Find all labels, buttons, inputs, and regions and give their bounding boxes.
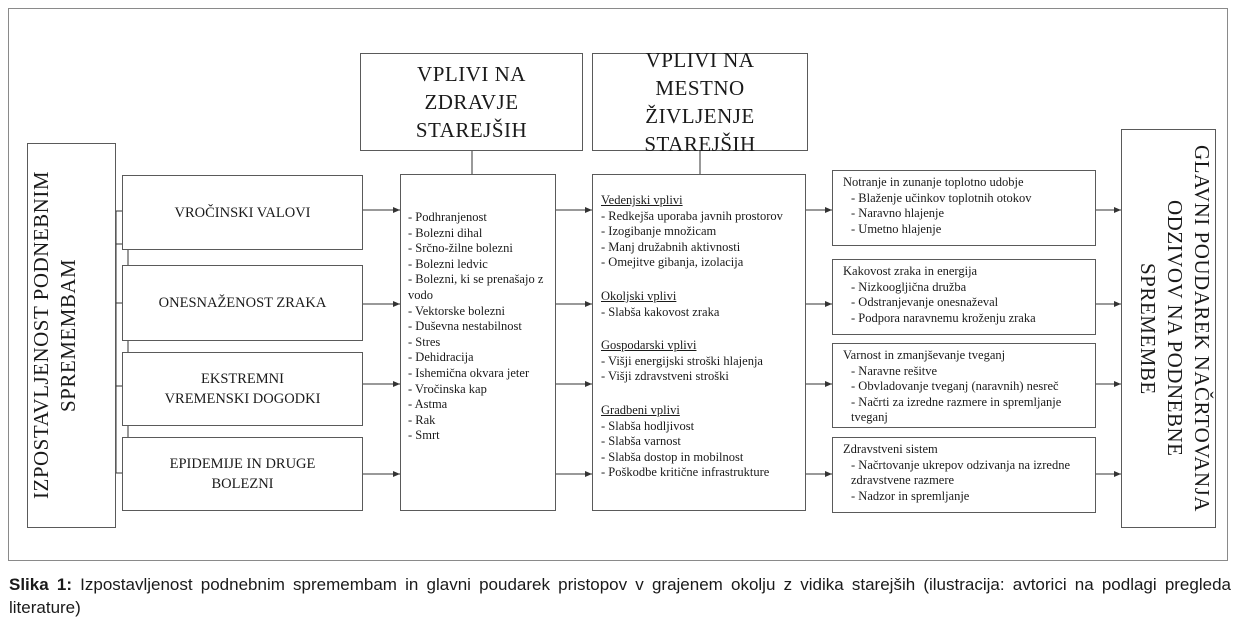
section-item: - Izogibanje množicam <box>601 224 717 239</box>
health-item: - Bolezni dihal <box>408 225 483 240</box>
category-box <box>122 175 363 250</box>
health-item: - Vektorske bolezni <box>408 303 505 318</box>
section-title: Okoljski vplivi <box>601 288 677 303</box>
local-header-box <box>592 48 808 156</box>
section-item: - Poškodbe kritične infrastrukture <box>601 465 770 480</box>
caption-label: Slika 1: <box>9 575 72 594</box>
section-item: - Slabša varnost <box>601 434 681 449</box>
response-box <box>832 170 1096 246</box>
response-item: - Naravno hlajenje <box>851 206 945 221</box>
response-item: - Podpora naravnemu kroženju zraka <box>851 310 1036 325</box>
category-label: ONESNAŽENOST ZRAKA <box>158 295 327 311</box>
response-title: Notranje in zunanje toplotno udobje <box>843 175 1024 189</box>
health-item: - Astma <box>408 397 448 412</box>
section-item: - Slabša kakovost zraka <box>601 304 720 319</box>
section-title: Gospodarski vplivi <box>601 338 697 353</box>
response-item: - Načrtovanje ukrepov odzivanja na izredne zdravstvene razmere <box>851 457 1070 488</box>
health-item: - Vročinska kap <box>408 381 487 396</box>
local-header-text: VPLIVI NA MESTNO ŽIVLJENJE STAREJŠIH <box>644 48 756 156</box>
right-header-box <box>1121 129 1216 528</box>
section-item: - Slabša dostop in mobilnost <box>601 449 744 464</box>
response-box <box>832 437 1096 513</box>
health-item: - Duševna nestabilnost <box>408 319 522 334</box>
response-item: - Odstranjevanje onesnaževal <box>851 295 999 310</box>
health-item: - Srčno-žilne bolezni <box>408 241 513 256</box>
health-item: - Stres <box>408 334 441 349</box>
response-title: Zdravstveni sistem <box>843 442 938 456</box>
response-item: - Umetno hlajenje <box>851 221 942 236</box>
health-header-text: VPLIVI NA ZDRAVJE STAREJŠIH <box>415 62 528 142</box>
section-item: - Slabša hodljivost <box>601 418 695 433</box>
health-item: - Smrt <box>408 428 440 443</box>
category-box <box>122 352 363 426</box>
section-title: Vedenjski vplivi <box>601 193 683 207</box>
category-label: VROČINSKI VALOVI <box>174 204 311 221</box>
response-box <box>832 259 1096 335</box>
section-item: - Omejitve gibanja, izolacija <box>601 255 744 270</box>
health-item: - Dehidracija <box>408 350 474 365</box>
response-item: - Naravne rešitve <box>851 363 938 378</box>
response-box <box>832 343 1096 428</box>
local-impacts-box <box>592 174 806 511</box>
response-item: - Načrti za izredne razmere in spremljanje tveganj <box>851 394 1062 425</box>
health-impacts-box <box>400 174 556 511</box>
category-box <box>122 265 363 341</box>
section-item: - Manj družabnih aktivnosti <box>601 239 741 254</box>
health-item: - Bolezni ledvic <box>408 256 488 271</box>
category-box <box>122 437 363 511</box>
category-label: EPIDEMIJE IN DRUGE BOLEZNI <box>169 456 316 492</box>
caption-text: Izpostavljenost podnebnim spremembam in glavni poudarek pristopov v grajenem okolju z vidika starejših (ilustracija: avtorici na podlagi pregleda literature) <box>9 575 1231 617</box>
health-item: - Podhranjenost <box>408 210 487 224</box>
figure-caption <box>9 573 1231 619</box>
response-title: Varnost in zmanjševanje tveganj <box>843 348 1006 362</box>
health-item: - Ishemična okvara jeter <box>408 365 530 380</box>
health-header-box <box>360 53 583 151</box>
right-header-text: GLAVNI POUDAREK NAČRTOVANJA ODZIVOV NA PODNEBNE SPREMEMBE <box>1136 145 1214 512</box>
section-item: - Redkejša uporaba javnih prostorov <box>601 208 783 223</box>
response-item: - Obvladovanje tveganj (naravnih) nesreč <box>851 379 1059 394</box>
response-item: - Nizkoogljična družba <box>851 279 967 294</box>
health-item: - Rak <box>408 412 436 427</box>
category-label: EKSTREMNI VREMENSKI DOGODKI <box>164 371 321 407</box>
left-header-box <box>27 143 116 528</box>
response-item: - Blaženje učinkov toplotnih otokov <box>851 190 1032 205</box>
health-item: - Bolezni, ki se prenašajo z vodo <box>408 272 544 302</box>
section-item: - Višji energijski stroški hlajenja <box>601 353 763 368</box>
section-title: Gradbeni vplivi <box>601 402 680 417</box>
section-item: - Višji zdravstveni stroški <box>601 369 729 384</box>
left-header-text: IZPOSTAVLJENOST PODNEBNIM SPREMEMBAM <box>29 171 80 500</box>
response-title: Kakovost zraka in energija <box>843 264 978 278</box>
response-item: - Nadzor in spremljanje <box>851 488 970 503</box>
